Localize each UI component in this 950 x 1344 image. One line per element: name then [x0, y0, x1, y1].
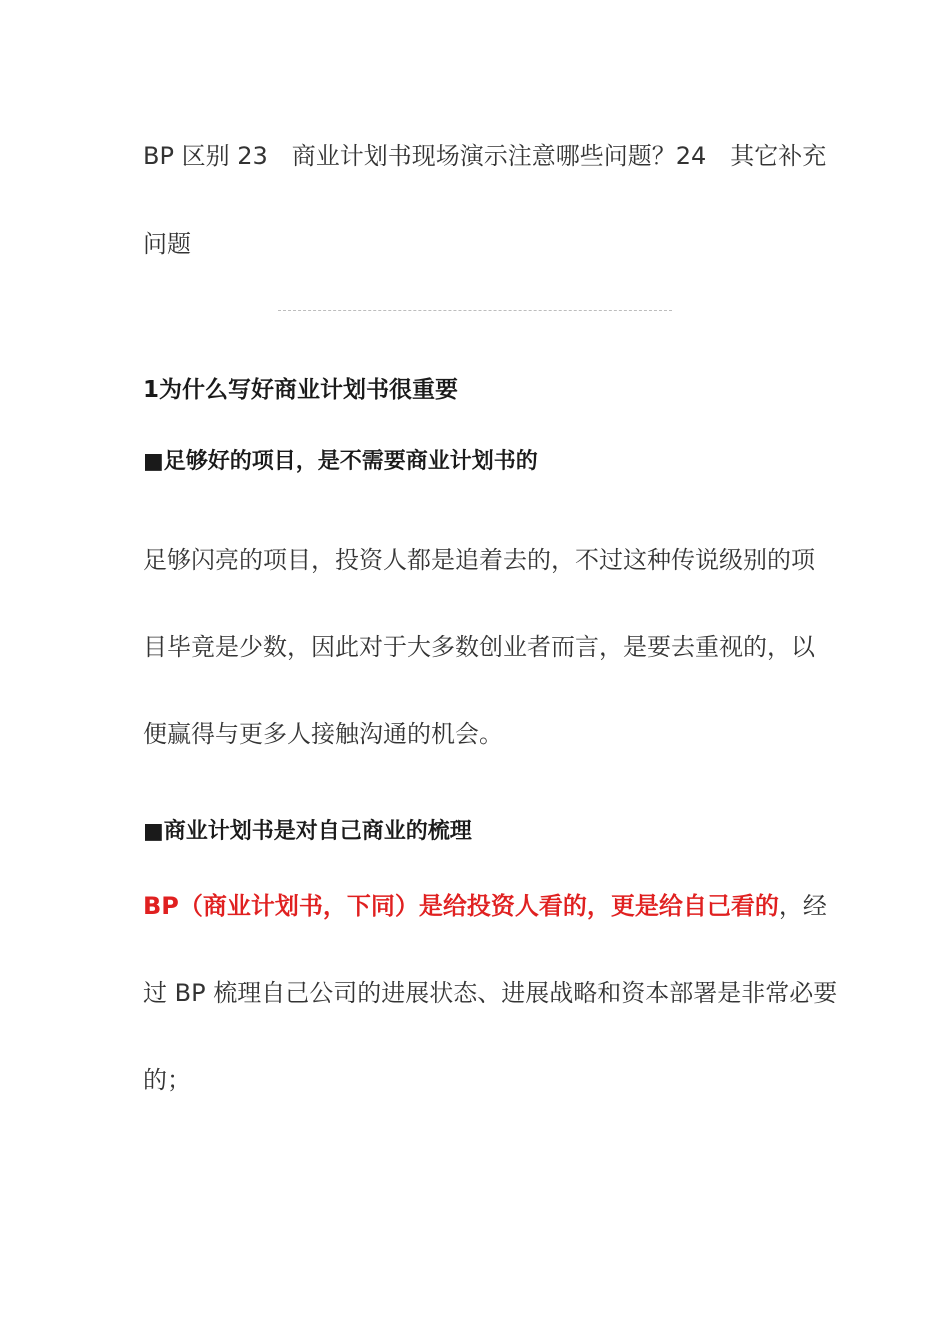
toc-item-bp-difference: BP 区别 23 [143, 142, 268, 170]
paragraph-line: 过 BP 梳理自己公司的进展状态、进展战略和资本部署是非常必要 [143, 979, 838, 1007]
toc-line-2: 问题 [143, 230, 191, 258]
highlighted-text: BP（商业计划书，下同）是给投资人看的，更是给自己看的 [143, 892, 779, 920]
paragraph-line: 便赢得与更多人接触沟通的机会。 [143, 720, 503, 748]
paragraph-line: 足够闪亮的项目，投资人都是追着去的，不过这种传说级别的项 [143, 546, 815, 574]
paragraph-line: 的； [143, 1066, 191, 1094]
section-title: 1为什么写好商业计划书很重要 [143, 377, 459, 403]
paragraph-tail: ，经 [778, 892, 827, 920]
paragraph-line-highlight [143, 886, 827, 921]
section-divider [278, 310, 672, 311]
sub-heading-business-review: ■商业计划书是对自己商业的梳理 [143, 819, 472, 844]
toc-item-other: 其它补充 [730, 142, 827, 170]
toc-item-presentation: 商业计划书现场演示注意哪些问题？24 [291, 142, 707, 170]
sub-heading-good-project: ■足够好的项目，是不需要商业计划书的 [143, 449, 538, 474]
toc-line-1 [143, 136, 826, 171]
paragraph-line: 目毕竟是少数，因此对于大多数创业者而言，是要去重视的，以 [143, 633, 815, 661]
